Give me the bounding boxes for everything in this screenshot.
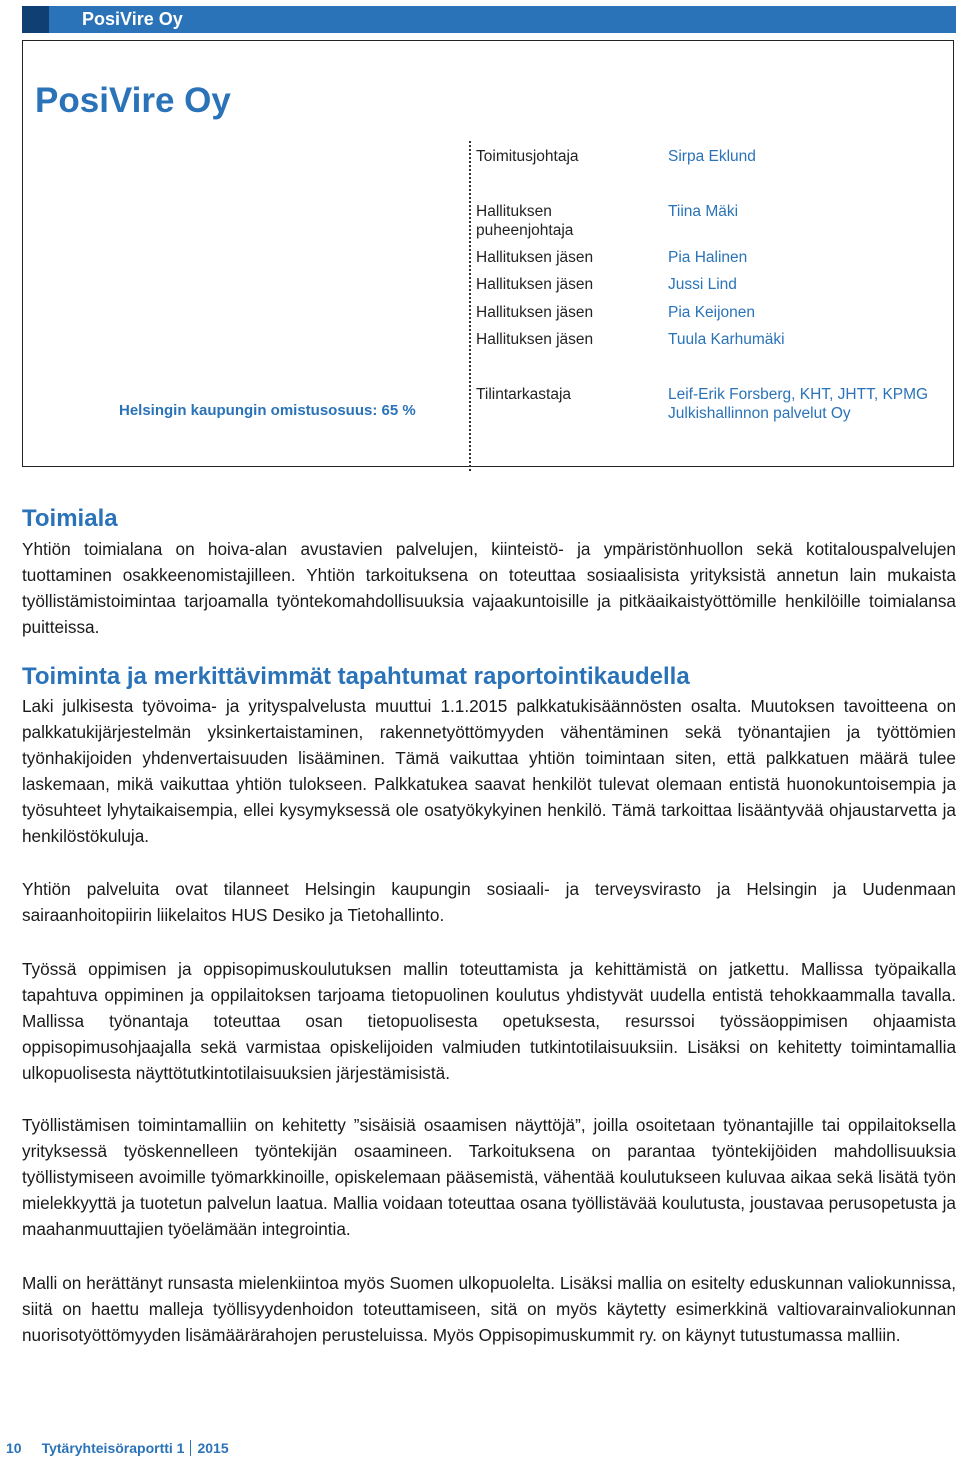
paragraph-toiminta-2: Yhtiön palveluita ovat tilanneet Helsingin kaupungin sosiaali- ja terveysvirasto ja Helsingin ja Uudenmaan sairaanhoitopiirin liikelaitos HUS Desiko ja Tietohallinto. (22, 879, 956, 925)
page-footer (6, 1440, 229, 1456)
person-auditor: Leif-Erik Forsberg, KHT, JHTT, KPMG Julkishallinnon palvelut Oy (668, 386, 929, 422)
page-number: 10 (6, 1440, 22, 1456)
role-chair: Hallituksen puheenjohtaja (476, 203, 574, 239)
paragraph-toiminta-1: Laki julkisesta työvoima- ja yrityspalvelusta muuttui 1.1.2015 palkkatukisäännösten osalta. Muutoksen tavoitteena on palkkatukijärjestelmän yksinkertaistaminen, rakennetyöttömyyden vähentäminen sekä työnantajien ja työttömien työnhakijoiden yhdenvertaisuuden lisääminen. Tämä vaikuttaa yhtiön toimintaan siten, että palkkatuen määrä tulee laskemaan, mikä vaikuttaa yhtiön tulokseen. Palkkatukea saavat henkilöt tulevat olemaan entistä huonokuntoisempia ja työsuhteet lyhytaikaisempia, ellei kysymyksessä ole osatyökykyinen henkilö. Tämä tarkoittaa lisääntyvää ohjaustarvetta ja henkilöstökuluja. (22, 696, 956, 846)
role-member-3: Hallituksen jäsen (476, 304, 594, 321)
person-member-2: Jussi Lind (668, 276, 737, 293)
footer-separator (190, 1440, 191, 1456)
paragraph-toiminta-5: Malli on herättänyt runsasta mielenkiintoa myös Suomen ulkopuolelta. Lisäksi mallia on esitelty eduskunnan valiokunnissa, siitä on haettu malleja työllisyydenhoidon toteuttamiseen, sitä on myös käytetty esimerkkinä valtiovarainvaliokunnan nuorisotyöttömyyden lisämäärärahojen perusteluissa. Myös Oppisopimuskummit ry. on käynyt tutustumassa malliin. (22, 1273, 956, 1345)
header-bar (22, 6, 956, 33)
paragraph-toimiala: Yhtiön toimialana on hoiva-alan avustavien palvelujen, kiinteistö- ja ympäristönhuollon sekä kotitalouspalvelujen tuottaminen osakkeenomistajilleen. Yhtiön tarkoituksena on toteuttaa sosiaalisista yrityksistä annetun lain mukaista työllistämistoimintaa tarjoamalla työntekomahdollisuuksia vajaakuntoisille ja pitkäaikaistyöttömille henkilöille toimialansa puitteissa. (22, 539, 956, 637)
ownership-share: Helsingin kaupungin omistusosuus: 65 % (119, 402, 416, 419)
publication-name: Tytäryhteisöraportti 1 (41, 1440, 185, 1456)
person-ceo: Sirpa Eklund (668, 148, 756, 165)
role-member-2: Hallituksen jäsen (476, 276, 594, 293)
publication-year: 2015 (197, 1440, 229, 1456)
role-auditor: Tilintarkastaja (476, 386, 572, 403)
header-square (22, 6, 49, 33)
person-member-3: Pia Keijonen (668, 304, 756, 321)
role-member-4: Hallituksen jäsen (476, 331, 594, 348)
header-title: PosiVire Oy (82, 9, 183, 29)
section-title-toimiala: Toimiala (22, 505, 118, 532)
person-member-1: Pia Halinen (668, 249, 748, 266)
section-title-toiminta: Toiminta ja merkittävimmät tapahtumat raportointikaudella (22, 663, 690, 690)
dotted-divider (469, 141, 471, 471)
person-member-4: Tuula Karhumäki (668, 331, 785, 348)
role-member-1: Hallituksen jäsen (476, 249, 594, 266)
paragraph-toiminta-3: Työssä oppimisen ja oppisopimuskoulutuksen mallin toteuttamista ja kehittämistä on jatkettu. Mallissa työpaikalla tapahtuva oppiminen ja oppilaitoksen tarjoama tietopuolinen koulutus yhdistyvät uudella entistä tehokkaammalla tavalla. Mallissa työnantaja toteuttaa osan tietopuolisesta opetuksesta, resurssoi työssäoppimisen ohjaamista oppisopimusohjaajalla sekä varmistaa opiskelijoiden valmiuden tutkintotilaisuuksiin. Lisäksi on kehitetty toimintamallia ulkopuolisesta näyttötutkintotilaisuuksien järjestämisistä. (22, 959, 956, 1083)
company-info-box (22, 40, 954, 467)
paragraph-toiminta-4: Työllistämisen toimintamalliin on kehitetty ”sisäisiä osaamisen näyttöjä”, joilla osoitetaan työnantajille tai oppilaitoksella yrityksessä työskennelleen työntekijän osaamineen. Tarkoituksena on parantaa työntekijöiden mahdollisuuksia työllistymiseen avoimille työmarkkinoille, opiskelemaan pääsemistä, vähentää koulutukseen kuluvaa aikaa sekä lisätä työn mielekkyyttä ja tuotetun palvelun laatua. Mallia voidaan toteuttaa osana työllistävää koulutusta, joustavaa perusopetusta ja maahanmuuttajien työelämään integrointia. (22, 1115, 956, 1239)
role-ceo: Toimitusjohtaja (476, 148, 579, 165)
person-chair: Tiina Mäki (668, 203, 739, 220)
company-title: PosiVire Oy (35, 81, 231, 120)
